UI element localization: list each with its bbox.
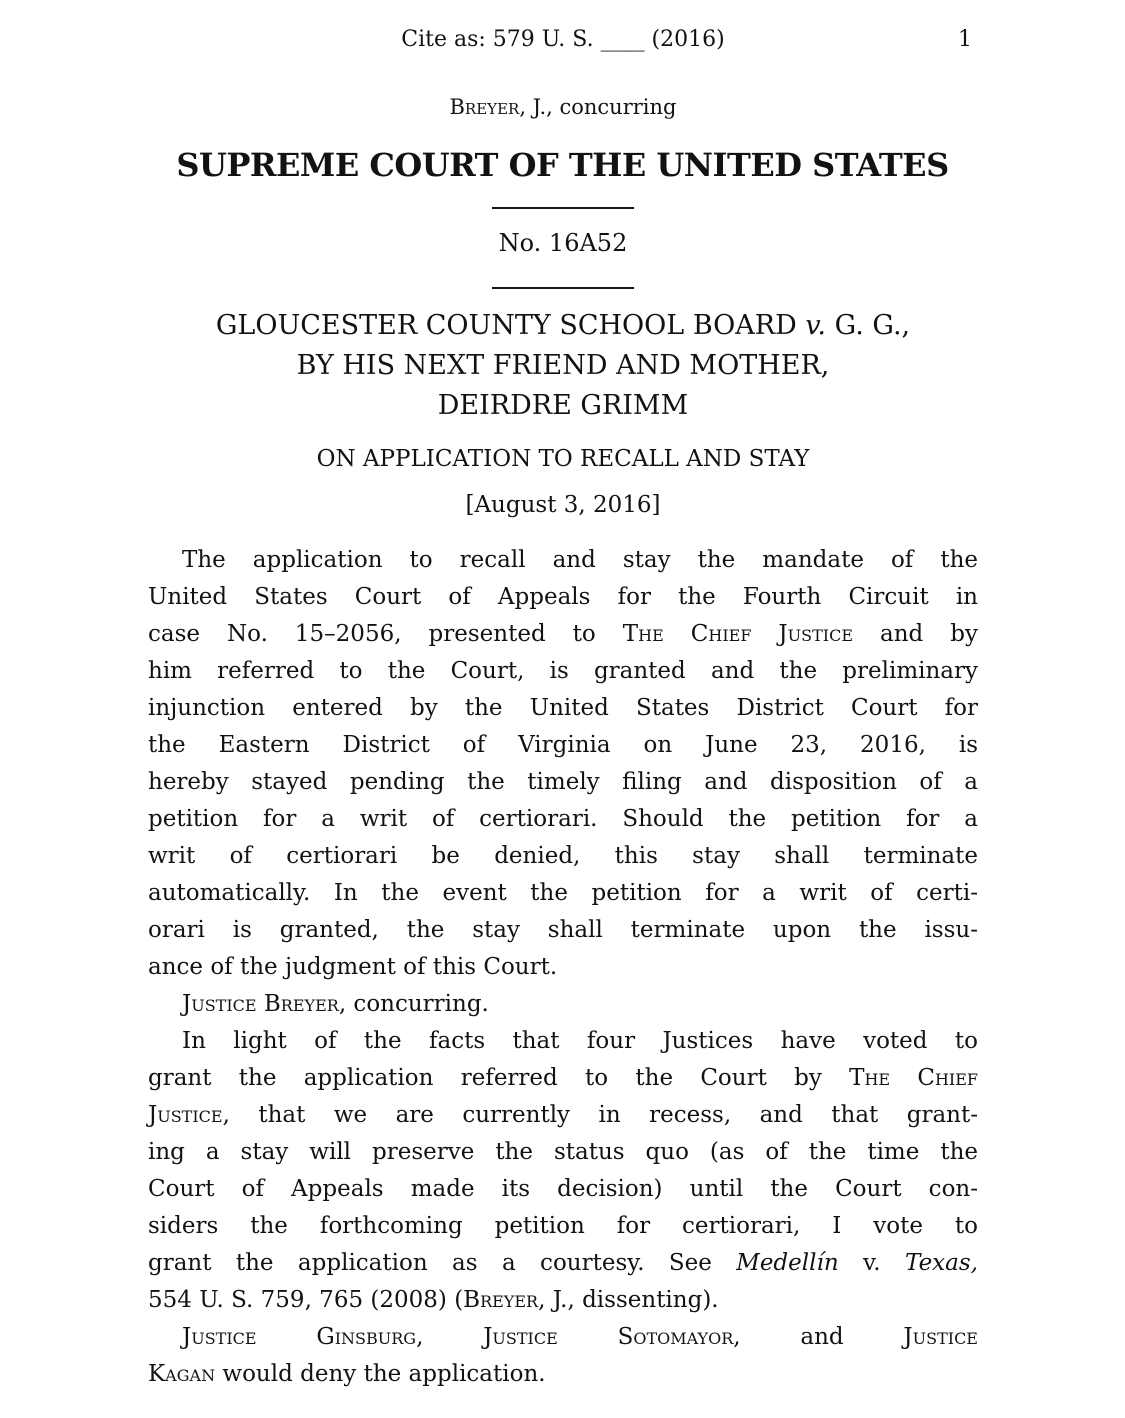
text-segment: Breyer — [449, 95, 520, 119]
divider-rule-bottom — [492, 287, 634, 289]
text-segment: , that we are currently in recess, and that grant- — [222, 1102, 978, 1128]
body-line — [148, 875, 978, 912]
text-segment: The Chief — [849, 1065, 979, 1091]
body-line — [148, 1208, 978, 1245]
text-segment: siders the forthcoming petition for certiorari, I vote to — [148, 1213, 978, 1239]
opinion-body — [148, 542, 978, 1393]
text-segment: The Chief Justice — [622, 621, 854, 647]
page-number: 1 — [958, 27, 972, 52]
body-line — [148, 1319, 978, 1356]
text-segment: automatically. In the event the petition for a writ of certi- — [148, 880, 978, 906]
body-line — [148, 1356, 978, 1393]
docket-number: No. 16A52 — [498, 229, 628, 257]
body-line — [148, 1282, 978, 1319]
decision-date: [August 3, 2016] — [465, 492, 661, 518]
body-line — [148, 912, 978, 949]
text-segment: Justice Breyer — [182, 991, 339, 1017]
body-line — [148, 1171, 978, 1208]
case-caption — [148, 306, 978, 426]
text-segment: grant the application as a courtesy. See — [148, 1250, 737, 1276]
body-line — [148, 1134, 978, 1171]
text-segment: writ of certiorari be denied, this stay shall terminate — [148, 843, 978, 869]
body-line — [148, 1097, 978, 1134]
text-segment: orari is granted, the stay shall terminate upon the issu- — [148, 917, 978, 943]
text-segment: Medellín — [736, 1250, 839, 1276]
body-line — [148, 949, 978, 986]
text-segment: Justice — [148, 1102, 223, 1128]
text-segment: Justice Sotomayor — [483, 1324, 734, 1350]
application-subtitle: ON APPLICATION TO RECALL AND STAY — [316, 446, 810, 472]
body-line — [148, 838, 978, 875]
text-segment: G. G., — [826, 310, 911, 341]
divider-rule-top — [492, 207, 634, 209]
text-segment: United States Court of Appeals for the Fourth Circuit in — [148, 584, 978, 610]
text-segment: , J., concurring — [519, 95, 677, 119]
text-segment: The application to recall and stay the mandate of the — [182, 547, 978, 573]
text-segment: BY HIS NEXT FRIEND AND MOTHER, — [296, 350, 830, 381]
text-segment: injunction entered by the United States District Court for — [148, 695, 978, 721]
text-segment: petition for a writ of certiorari. Should the petition for a — [148, 806, 978, 832]
caption-line — [148, 386, 978, 426]
text-segment: Justice — [903, 1324, 978, 1350]
text-segment: Kagan — [148, 1361, 216, 1387]
body-line — [148, 579, 978, 616]
text-segment: Texas, — [905, 1250, 978, 1276]
body-line — [148, 653, 978, 690]
text-segment: 554 U. S. 759, 765 (2008) ( — [148, 1287, 464, 1313]
text-segment: and by — [853, 621, 979, 647]
text-segment: DEIRDRE GRIMM — [437, 390, 689, 421]
court-title: SUPREME COURT OF THE UNITED STATES — [176, 146, 949, 184]
body-line — [148, 690, 978, 727]
text-segment: , — [416, 1324, 484, 1350]
body-line — [148, 764, 978, 801]
text-segment: would deny the application. — [215, 1361, 546, 1387]
text-segment: ance of the judgment of this Court. — [148, 954, 558, 980]
body-line — [148, 542, 978, 579]
text-segment: , and — [733, 1324, 904, 1350]
text-segment: , J., dissenting). — [538, 1287, 719, 1313]
body-line — [148, 727, 978, 764]
text-segment: v. — [838, 1250, 906, 1276]
body-line — [148, 616, 978, 653]
text-segment: GLOUCESTER COUNTY SCHOOL BOARD — [215, 310, 806, 341]
text-segment: Justice Ginsburg — [182, 1324, 417, 1350]
text-segment: hereby stayed pending the timely filing and disposition of a — [148, 769, 978, 795]
text-segment: v. — [805, 310, 826, 341]
body-line — [148, 1023, 978, 1060]
text-segment: case No. 15–2056, presented to — [148, 621, 623, 647]
text-segment: Court of Appeals made its decision) until the Court con- — [148, 1176, 978, 1202]
caption-line — [148, 306, 978, 346]
text-segment: ing a stay will preserve the status quo (as of the time the — [148, 1139, 978, 1165]
cite-line: Cite as: 579 U. S. ____ (2016) — [401, 27, 725, 52]
text-segment: grant the application referred to the Court by — [148, 1065, 850, 1091]
text-segment: Breyer — [463, 1287, 539, 1313]
body-line — [148, 986, 978, 1023]
body-line — [148, 1060, 978, 1097]
running-head — [148, 27, 978, 52]
author-line — [148, 95, 978, 119]
text-segment: him referred to the Court, is granted and the preliminary — [148, 658, 978, 684]
body-line — [148, 801, 978, 838]
text-segment: In light of the facts that four Justices have voted to — [182, 1028, 978, 1054]
caption-line — [148, 346, 978, 386]
text-segment: the Eastern District of Virginia on June 23, 2016, is — [148, 732, 978, 758]
body-line — [148, 1245, 978, 1282]
text-segment: , concurring. — [338, 991, 489, 1017]
